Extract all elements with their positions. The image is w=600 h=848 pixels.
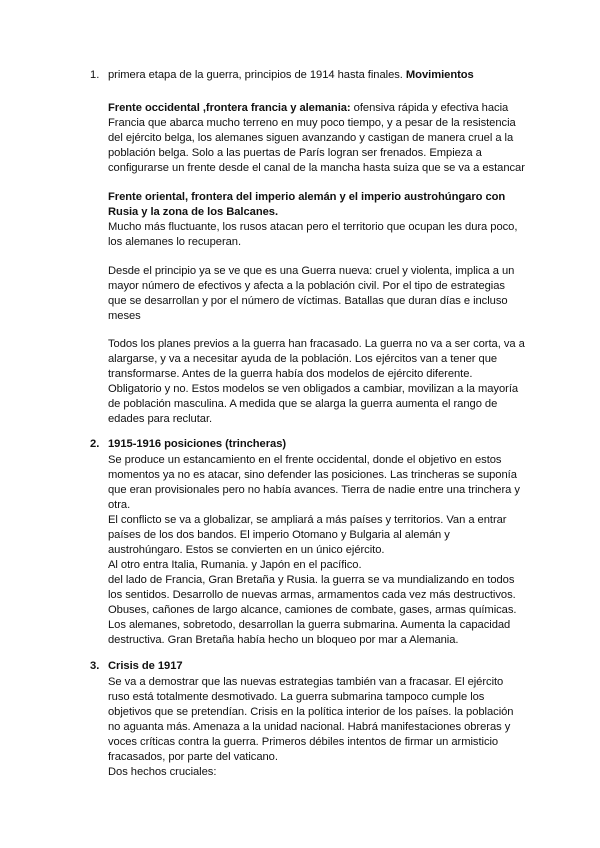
west-front-heading: Frente occidental ,frontera francia y alemania:	[108, 102, 351, 114]
west-front-line-1: Frente occidental ,frontera francia y alemania: ofensiva rápida y efectiva hacia	[108, 102, 509, 114]
section-1-intro: primera etapa de la guerra, principios de 1914 hasta finales. Movimientos	[108, 69, 474, 81]
list-marker-2: 2.	[90, 438, 100, 450]
section-2-line-11: Obuses, cañones de largo alcance, camiones de combate, gases, armas químicas.	[108, 604, 517, 616]
section-2-line-4: otra.	[108, 499, 131, 511]
east-front-heading-1: Frente oriental, frontera del imperio alemán y el imperio austrohúngaro con	[108, 191, 506, 203]
list-marker-3: 3.	[90, 660, 100, 672]
section-3-line-2: ruso está totalmente desmotivado. La guerra submarina tampoco cumple los	[108, 691, 485, 703]
para2-line-1: Desde el principio ya se ve que es una Guerra nueva: cruel y violenta, implica a un	[108, 265, 515, 277]
section-2-line-5: El conflicto se va a globalizar, se ampliará a más países y territorios. Van a entrar	[108, 514, 507, 526]
section-2-heading: 1915-1916 posiciones (trincheras)	[108, 438, 287, 450]
para3-line-4: Obligatorio y no. Estos modelos se ven obligados a cambiar, movilizan a la mayoría	[108, 383, 519, 395]
section-3-line-1: Se va a demostrar que las nuevas estrategias también van a fracasar. El ejército	[108, 676, 504, 688]
section-2-line-10: los sentidos. Desarrollo de nuevas armas, armamentos cada vez más destructivos.	[108, 589, 516, 601]
section-2-line-13: destructiva. Gran Bretaña había hecho un bloqueo por mar a Alemania.	[108, 634, 459, 646]
para3-line-3: transformarse. Antes de la guerra había dos modelos de ejército diferente.	[108, 368, 473, 380]
para3-line-1: Todos los planes previos a la guerra han fracasado. La guerra no va a ser corta, va a	[108, 338, 525, 350]
west-front-line-2: Francia que abarca mucho terreno en muy poco tiempo, y a pesar de la resistencia	[108, 117, 516, 129]
west-front-line-4: población belga. Solo a las puertas de París logran ser frenados. Empieza a	[108, 147, 482, 159]
section-2-line-12: Los alemanes, sobretodo, desarrollan la guerra submarina. Aumenta la capacidad	[108, 619, 511, 631]
section-2-line-7: austrohúngaro. Estos se convierten en un único ejército.	[108, 544, 385, 556]
section-2-line-3: que eran provisionales pero no había avances. Tierra de nadie entre una trinchera y	[108, 484, 520, 496]
section-2-line-2: momentos ya no es atacar, sino defender las posiciones. Las trincheras se suponía	[108, 469, 517, 481]
section-3-line-4: no aguanta más. Amenaza a la unidad nacional. Habrá manifestaciones obreras y	[108, 721, 511, 733]
section-2-line-8: Al otro entra Italia, Rumania. y Japón en el pacífico.	[108, 559, 362, 571]
section-2-line-1: Se produce un estancamiento en el frente occidental, donde el objetivo en estos	[108, 454, 502, 466]
section-3-line-5: voces críticas contra la guerra. Primeros débiles intentos de firmar un armisticio	[108, 736, 499, 748]
west-front-line-5: configurarse un frente desde el canal de la mancha hasta suiza que se va a estancar	[108, 162, 525, 174]
para2-line-4: meses	[108, 310, 141, 322]
section-2-line-9: del lado de Francia, Gran Bretaña y Rusia. la guerra se va mundializando en todos	[108, 574, 515, 586]
east-front-line-2: los alemanes lo recuperan.	[108, 236, 242, 248]
west-front-line-3: del ejército belga, los alemanes siguen avanzando y castigan de manera cruel a la	[108, 132, 514, 144]
section-3-line-3: objetivos que se pretendían. Crisis en la política interior de los países. la población	[108, 706, 514, 718]
para3-line-6: edades para reclutar.	[108, 413, 213, 425]
east-front-heading-2: Rusia y la zona de los Balcanes.	[108, 206, 279, 218]
para2-line-2: mayor número de efectivos y afecta a la población civil. Por el tipo de estrategias	[108, 280, 505, 292]
section-3-heading: Crisis de 1917	[108, 660, 183, 672]
list-marker-1: 1.	[90, 69, 100, 81]
section-3-line-6: fracasados, por parte del vaticano.	[108, 751, 278, 763]
para3-line-2: alargarse, y va a necesitar ayuda de la población. Los ejércitos van a tener que	[108, 353, 498, 365]
para2-line-3: que se desarrollan y por el número de víctimas. Batallas que duran días e incluso	[108, 295, 508, 307]
section-2-line-6: países de los dos bandos. El imperio Otomano y Bulgaria al alemán y	[108, 529, 450, 541]
para3-line-5: de población masculina. A medida que se alarga la guerra aumenta el rango de	[108, 398, 498, 410]
section-3-line-7: Dos hechos cruciales:	[108, 766, 217, 778]
east-front-line-1: Mucho más fluctuante, los rusos atacan pero el territorio que ocupan les dura poco,	[108, 221, 518, 233]
